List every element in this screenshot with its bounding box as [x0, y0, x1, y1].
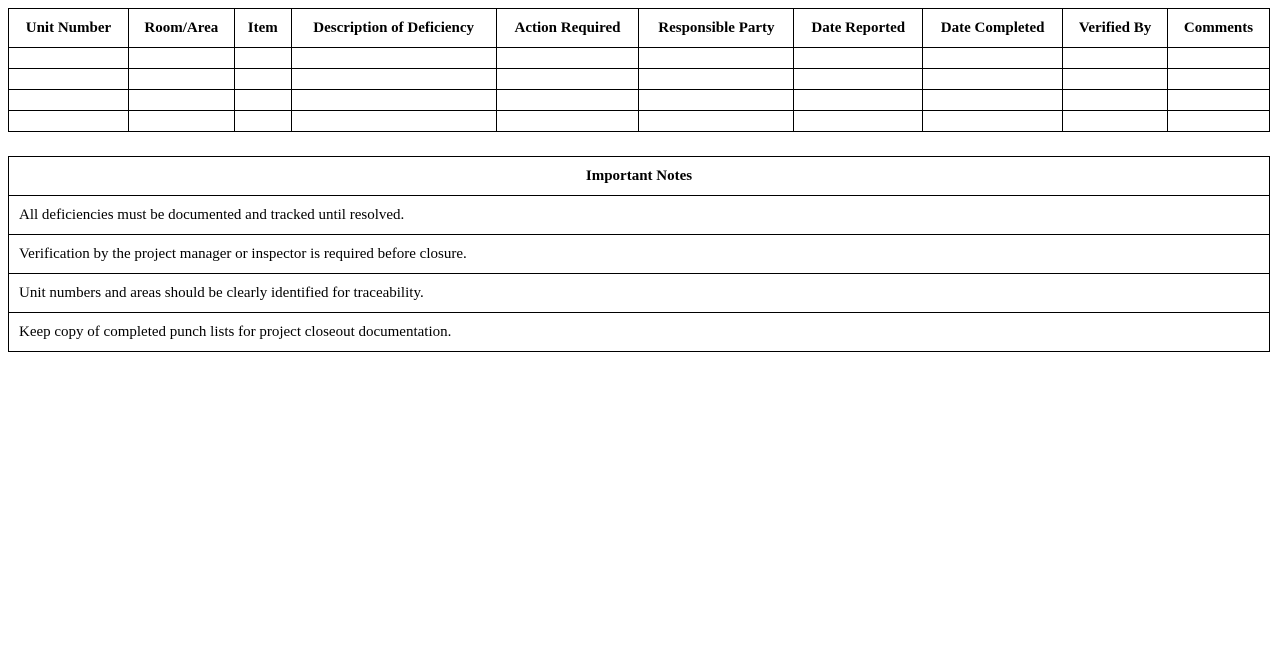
table-cell[interactable]: [234, 90, 291, 111]
table-cell[interactable]: [639, 69, 794, 90]
table-row: [9, 69, 1270, 90]
header-unit-number: Unit Number: [9, 9, 129, 48]
table-cell[interactable]: [128, 48, 234, 69]
header-row: [9, 9, 1270, 48]
table-cell[interactable]: [9, 111, 129, 132]
note-row: [9, 196, 1270, 235]
table-cell[interactable]: [923, 48, 1063, 69]
table-cell[interactable]: [639, 111, 794, 132]
table-cell[interactable]: [1063, 111, 1168, 132]
header-item: Item: [234, 9, 291, 48]
table-cell[interactable]: [1063, 90, 1168, 111]
table-cell[interactable]: [128, 69, 234, 90]
table-cell[interactable]: [1168, 111, 1270, 132]
table-cell[interactable]: [9, 90, 129, 111]
table-cell[interactable]: [234, 111, 291, 132]
table-cell[interactable]: [496, 69, 639, 90]
table-cell[interactable]: [1168, 90, 1270, 111]
table-cell[interactable]: [496, 48, 639, 69]
table-cell[interactable]: [234, 48, 291, 69]
note-item: Keep copy of completed punch lists for project closeout documentation.: [9, 313, 1270, 352]
table-cell[interactable]: [794, 111, 923, 132]
header-verified-by: Verified By: [1063, 9, 1168, 48]
table-cell[interactable]: [291, 48, 496, 69]
table-cell[interactable]: [496, 90, 639, 111]
table-cell[interactable]: [234, 69, 291, 90]
note-row: [9, 235, 1270, 274]
notes-title: Important Notes: [9, 157, 1270, 196]
table-cell[interactable]: [794, 48, 923, 69]
header-date-completed: Date Completed: [923, 9, 1063, 48]
header-description-of-deficiency: Description of Deficiency: [291, 9, 496, 48]
header-responsible-party: Responsible Party: [639, 9, 794, 48]
table-cell[interactable]: [128, 90, 234, 111]
table-cell[interactable]: [291, 111, 496, 132]
table-cell[interactable]: [1063, 48, 1168, 69]
header-comments: Comments: [1168, 9, 1270, 48]
note-row: [9, 313, 1270, 352]
table-cell[interactable]: [496, 111, 639, 132]
table-cell[interactable]: [639, 48, 794, 69]
table-cell[interactable]: [1168, 48, 1270, 69]
table-cell[interactable]: [1063, 69, 1168, 90]
note-item: All deficiencies must be documented and tracked until resolved.: [9, 196, 1270, 235]
note-row: [9, 274, 1270, 313]
header-date-reported: Date Reported: [794, 9, 923, 48]
header-action-required: Action Required: [496, 9, 639, 48]
table-row: [9, 90, 1270, 111]
table-cell[interactable]: [9, 48, 129, 69]
table-cell[interactable]: [923, 90, 1063, 111]
table-cell[interactable]: [291, 69, 496, 90]
punch-list-table: [8, 8, 1270, 132]
table-cell[interactable]: [923, 111, 1063, 132]
table-cell[interactable]: [9, 69, 129, 90]
table-cell[interactable]: [639, 90, 794, 111]
table-row: [9, 111, 1270, 132]
table-cell[interactable]: [1168, 69, 1270, 90]
table-cell[interactable]: [128, 111, 234, 132]
table-cell[interactable]: [794, 90, 923, 111]
notes-header-row: [9, 157, 1270, 196]
table-cell[interactable]: [923, 69, 1063, 90]
note-item: Verification by the project manager or inspector is required before closure.: [9, 235, 1270, 274]
important-notes-table: [8, 156, 1270, 352]
note-item: Unit numbers and areas should be clearly identified for traceability.: [9, 274, 1270, 313]
header-room-area: Room/Area: [128, 9, 234, 48]
table-cell[interactable]: [291, 90, 496, 111]
table-row: [9, 48, 1270, 69]
table-cell[interactable]: [794, 69, 923, 90]
